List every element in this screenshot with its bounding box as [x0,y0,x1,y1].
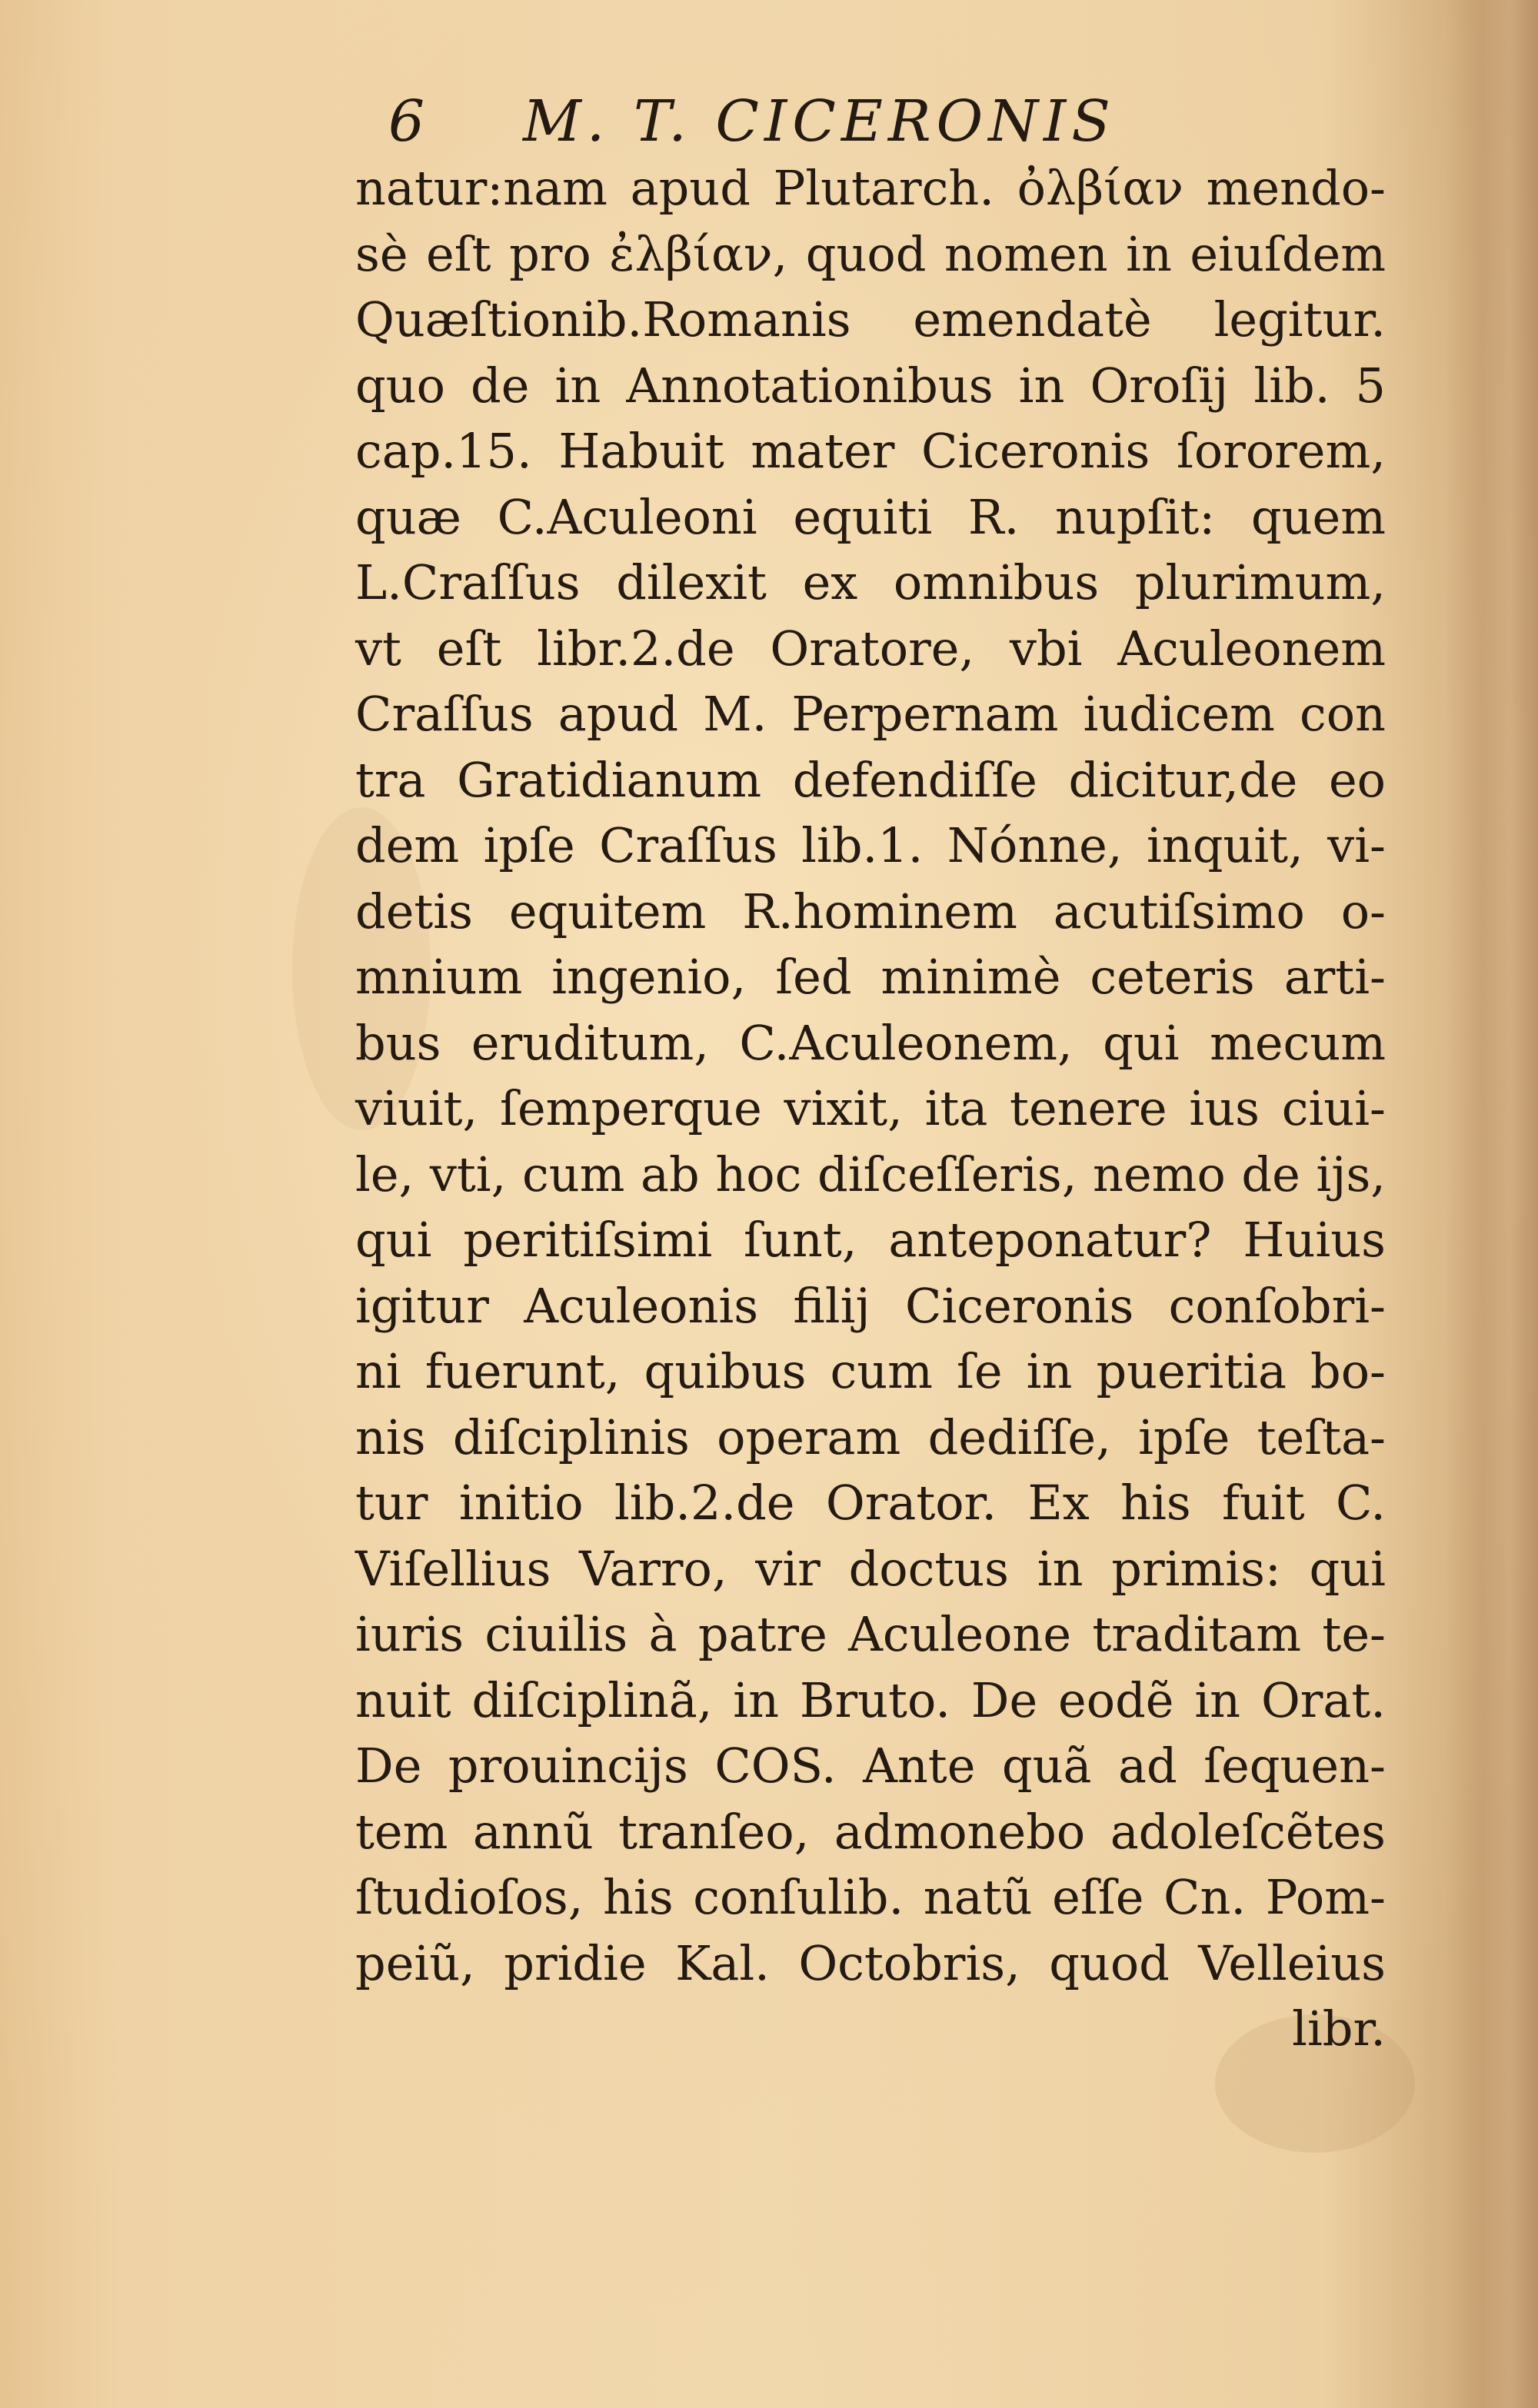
text-line: mnium ingenio, ſed minimè ceteris arti- [355,949,1386,1005]
text-line: sè eſt pro ἐλβίαν, quod nomen in eiuſdem [355,225,1386,282]
text-line: nis diſciplinis operam dediſſe, ipſe teſta- [355,1409,1386,1465]
text-line: Craſſus apud M. Perpernam iudicem con [355,686,1386,742]
text-line: ni fuerunt, quibus cum ſe in pueritia bo- [355,1343,1386,1399]
text-line: bus eruditum, C.Aculeonem, qui mecum [355,1014,1386,1071]
text-line: natur:nam apud Plutarch. ὀλβίαν mendo- [355,160,1386,216]
text-line: cap.15. Habuit mater Ciceronis ſororem, [355,423,1386,479]
body-text [355,155,1386,2062]
text-line: iuris ciuilis à patre Aculeone traditam te- [355,1606,1386,1662]
text-line: quæ C.Aculeoni equiti R. nupſit: quem [355,488,1386,545]
text-line: Viſellius Varro, vir doctus in primis: qui [355,1540,1386,1597]
text-line: tur initio lib.2.de Orator. Ex his fuit C. [355,1475,1386,1531]
text-line: De prouincijs COS. Ante quã ad ſequen- [355,1738,1386,1794]
text-line: le, vti, cum ab hoc diſceſſeris, nemo de ijs, [355,1146,1386,1202]
text-line: Quæſtionib.Romanis emendatè legitur. [355,291,1386,348]
text-line: quo de in Annotationibus in Oroſij lib. 5 [355,357,1386,414]
text-line: tra Gratidianum defendiſſe dicitur,de eo [355,751,1386,808]
text-line: vt eſt libr.2.de Oratore, vbi Aculeonem [355,620,1386,677]
text-line: igitur Aculeonis filij Ciceronis conſobri- [355,1277,1386,1334]
page-fold-shadow [1446,0,1538,2408]
text-line: detis equitem R.hominem acutiſsimo o- [355,883,1386,940]
text-line: peiũ, pridie Kal. Octobris, quod Velleius [355,1934,1386,1991]
text-line: viuit, ſemperque vixit, ita tenere ius ciui- [355,1080,1386,1136]
text-line: dem ipſe Craſſus lib.1. Nónne, inquit, vi- [355,817,1386,873]
text-line: L.Craſſus dilexit ex omnibus plurimum, [355,554,1386,610]
text-line: nuit diſciplinã, in Bruto. De eodẽ in Orat. [355,1671,1386,1728]
text-line: qui peritiſsimi ſunt, anteponatur? Huius [355,1212,1386,1268]
running-title: M. T. CICERONIS [523,88,1116,155]
text-line: tem annũ tranſeo, admonebo adoleſcẽtes [355,1803,1386,1860]
page-header [388,88,1203,165]
catchword: libr. [1292,2001,1386,2057]
page-number: 6 [388,88,431,155]
text-line: ſtudioſos, his conſulib. natũ eſſe Cn. Pom- [355,1869,1386,1925]
